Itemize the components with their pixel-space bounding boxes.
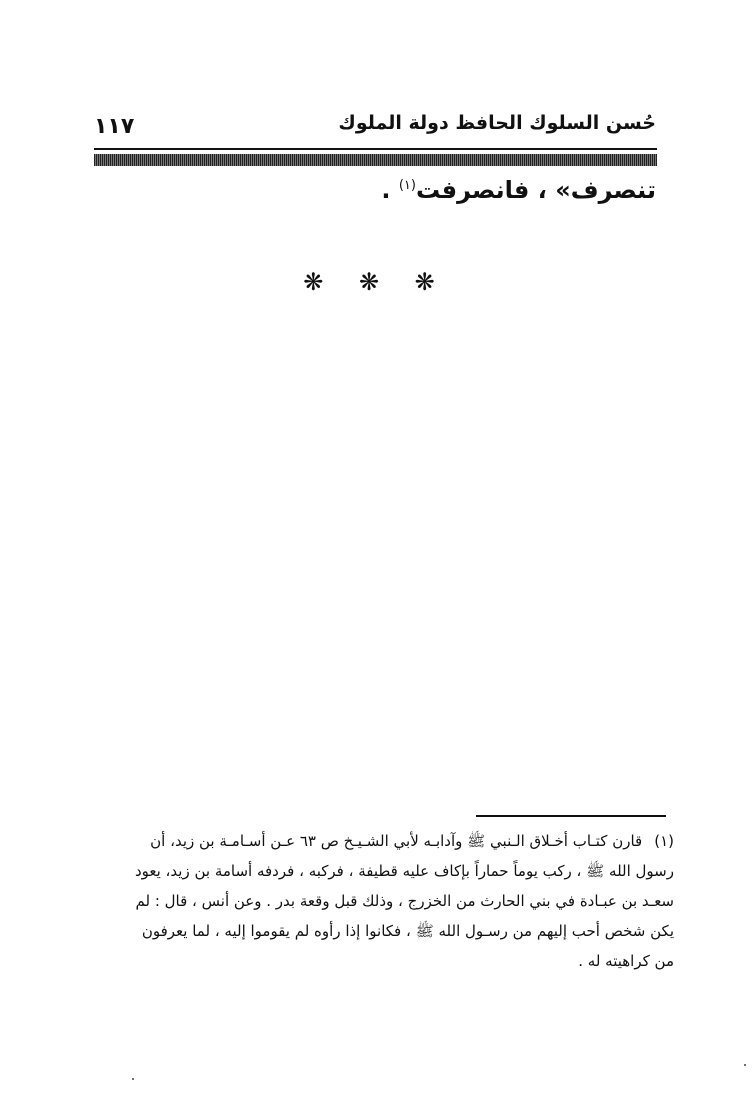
body-text: تنصرف» ، فانصرفت — [415, 176, 656, 204]
footnote-line-3: سعـد بن عبـادة في بني الحارث من الخزرج ، وذلك قبل وقعة بدر . وعن أنس ، قال : لم — [135, 892, 674, 910]
scan-speck — [744, 1064, 746, 1066]
footnote-line-4: يكن شخص أحب إليهم من رسـول الله ﷺ ، فكانوا إذا رأوه لم يقوموا إليه ، لما يعرفون — [141, 922, 674, 940]
page-number: ١١٧ — [94, 114, 135, 139]
body-text-end: . — [381, 176, 399, 204]
header-thin-rule — [94, 148, 657, 150]
scan-speck — [132, 1078, 134, 1080]
footnote-line-5: من كراهيته له . — [578, 952, 674, 970]
section-separator-stars: ❋ ❋ ❋ — [303, 268, 449, 296]
running-header-title: حُسن السلوك الحافظ دولة الملوك — [338, 112, 656, 134]
footnote-marker: (١) — [654, 832, 674, 850]
body-text-line — [381, 176, 656, 204]
footnote-line-2: رسول الله ﷺ ، ركب يوماً حماراً بإكاف عليه قطيفة ، فركبه ، فردفه أسامة بن زيد، يعود — [134, 862, 674, 880]
footnote — [94, 826, 674, 976]
footnote-text: قارن كتـاب أخـلاق الـنبي ﷺ وآدابـه لأبي الشـيـخ ص ٦٣ عـن أسـامـة بن زيد، أن — [150, 832, 643, 850]
footnote-rule — [476, 815, 666, 817]
footnote-reference: (١) — [398, 178, 416, 193]
footnote-line-1 — [94, 826, 674, 856]
header-thick-band — [94, 154, 657, 166]
